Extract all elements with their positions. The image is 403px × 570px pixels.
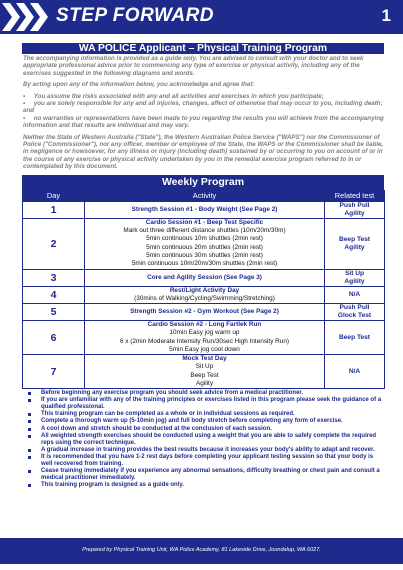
document-title: WA POLICE Applicant – Physical Training Program <box>22 43 384 54</box>
activity-line: Beep Test <box>190 371 219 379</box>
square-bullet-icon <box>28 413 31 416</box>
related-test-cell <box>325 286 385 303</box>
acknowledgement-list <box>23 93 384 130</box>
note-text: This training program is designed as a guide only. <box>41 482 184 489</box>
day-cell: 5 <box>23 304 85 321</box>
activity-line: 5min Easy jog cool down <box>169 345 240 353</box>
related-test: Glock Test <box>337 312 372 320</box>
square-bullet-icon <box>28 420 31 423</box>
related-test: Sit Up <box>344 269 365 277</box>
day-cell: 2 <box>23 218 85 269</box>
activity-line: 5min continuous 20m shuttles (2min rest) <box>146 243 263 251</box>
acknowledgement-item <box>23 93 384 100</box>
activity-line: 5min continuous 10m/20m/30m shuttles (2min rest) <box>131 260 278 268</box>
related-test: N/A <box>348 290 361 298</box>
activity-line: Mark out three different distance shuttles (10m/20m/30m) <box>123 227 286 235</box>
activity-title: Rest/Light Activity Day <box>169 286 240 294</box>
column-header-related-test: Related test <box>325 190 385 201</box>
acknowledgement-text: no warranties or representations have been made to you regarding the results you will achieve from the accompanying information and that results are individual and may vary. <box>23 114 384 130</box>
activity-line: (30mins of Walking/Cycling/Swimming/Stretching) <box>134 294 275 302</box>
note-item <box>22 454 384 468</box>
document-body <box>22 43 384 489</box>
day-cell: 3 <box>23 269 85 286</box>
header-title: STEP FORWARD <box>56 5 215 26</box>
activity-line: 6 x (2min Moderate Intensity Run/30sec High Intensity Run) <box>119 337 290 345</box>
disclaimer <box>22 54 384 171</box>
activity-cell <box>85 201 325 218</box>
note-text: This training program can be completed as a whole or in individual sessions as required. <box>41 411 295 418</box>
related-test: Push Pull <box>339 201 370 209</box>
note-item <box>22 418 384 425</box>
note-item <box>22 433 384 447</box>
related-test-cell <box>325 321 385 355</box>
note-item <box>22 482 384 489</box>
related-test-cell <box>325 269 385 286</box>
table-row <box>23 304 385 321</box>
activity-title: Strength Session #2 - Gym Workout (See Page 2) <box>130 307 279 315</box>
activity-title: Mock Test Day <box>182 355 227 363</box>
footer-text: Prepared by Physical Training Unit, WA Police Academy, 81 Lakeside Drive, Joondalup, WA 6027. <box>82 547 321 553</box>
square-bullet-icon <box>28 470 31 473</box>
acknowledgement-text: you are solely responsible for any and all injuries, changes, affect of otherwise that may occur to you, including death; and <box>23 100 383 115</box>
bullet-icon: • <box>23 100 34 108</box>
note-item <box>22 411 384 418</box>
activity-line: 5min continuous 10m shuttles (2min rest) <box>146 235 263 243</box>
activity-line: Agility <box>195 379 214 387</box>
note-text: It is recommended that you have 1-2 rest days before completing your applicant testing session so that your body is well recovered from training. <box>41 453 374 468</box>
table-row <box>23 321 385 355</box>
related-test: Beep Test <box>338 333 371 341</box>
activity-cell <box>85 304 325 321</box>
note-text: Cease training immediately if you experience any abnormal sensations, difficulty breathing or chest pain and consult a medical practitioner immediately. <box>41 468 380 482</box>
header-banner <box>0 0 403 34</box>
disclaimer-acknowledge: By acting upon any of the information below, you acknowledge and agree that: <box>23 81 255 89</box>
note-item <box>22 397 384 411</box>
related-test: Push Pull <box>339 304 370 312</box>
related-test-cell <box>325 201 385 218</box>
related-test: Beep Test <box>338 235 371 243</box>
note-text: All weighted strength exercises should be conducted using a weight that you are able to safely complete the required reps using the correct technique. <box>41 432 377 446</box>
column-header-day: Day <box>23 190 85 201</box>
square-bullet-icon <box>28 449 31 452</box>
column-header-activity: Activity <box>85 190 325 201</box>
square-bullet-icon <box>28 484 31 487</box>
note-text: Before beginning any exercise program you should seek advice from a medical practitioner. <box>41 390 304 397</box>
related-test-cell <box>325 355 385 389</box>
note-text: A gradual increase in training provides the best results because it increases your body's ability to adapt and recover. <box>41 446 375 453</box>
table-row <box>23 218 385 269</box>
table-row <box>23 269 385 286</box>
activity-line: Sit Up <box>195 363 214 371</box>
bullet-icon: • <box>23 114 34 122</box>
activity-line: 5min continuous 30m shuttles (2min rest) <box>146 251 263 259</box>
acknowledgement-text: You assume the risks associated with any and all activities and exercises in which you participate; <box>33 92 324 100</box>
square-bullet-icon <box>28 435 31 438</box>
activity-cell <box>85 269 325 286</box>
related-test: Agility <box>344 277 365 285</box>
footer-banner <box>0 538 403 564</box>
table-row <box>23 201 385 218</box>
related-test: N/A <box>348 367 361 375</box>
related-test: Agility <box>344 243 365 251</box>
table-row <box>23 355 385 389</box>
activity-title: Core and Agility Session (See Page 3) <box>147 273 262 281</box>
disclaimer-liability: Neither the State of Western Australia ("State"), the Western Australian Police Service ("WAPS") nor the Commissioner of Police ("Commissioner"), nor any officer, member or employee of the State, the WAPS or the Commissioner shall be liable, in negligence or howsoever, for any illness or injury (including death) sustained by or occurring to you on account of or in the course of any exercise or physical activity undertaken by you in the remedial exercise program referred to in or contemplated by this document. <box>23 133 384 171</box>
note-item <box>22 426 384 433</box>
note-item <box>22 390 384 397</box>
acknowledgement-item <box>23 100 384 115</box>
disclaimer-intro: The accompanying information is provided as a guide only. You are advised to consult with your doctor and to seek appropriate professional advice prior to commencing any type of exercise or physical activity, including any of the exercises suggested in the following diagrams and words. <box>23 55 364 77</box>
activity-cell <box>85 218 325 269</box>
activity-title: Strength Session #1 - Body Weight (See Page 2) <box>131 205 278 213</box>
related-test: Agility <box>344 209 365 217</box>
note-item <box>22 468 384 482</box>
bullet-icon: • <box>23 92 34 100</box>
table-row <box>23 286 385 303</box>
note-text: A cool down and stretch should be conducted at the conclusion of each session. <box>41 425 272 432</box>
table-header-row <box>23 190 385 201</box>
day-cell: 7 <box>23 355 85 389</box>
day-cell: 1 <box>23 201 85 218</box>
related-test-cell <box>325 218 385 269</box>
page-number: 1 <box>381 6 391 25</box>
chevron-arrows-icon <box>0 0 60 34</box>
activity-title: Cardio Session #1 - Beep Test Specific <box>145 219 264 227</box>
acknowledgement-item <box>23 115 384 130</box>
activity-line: 10min Easy jog warm up <box>169 329 240 337</box>
training-notes <box>22 390 384 489</box>
note-item <box>22 447 384 454</box>
activity-cell <box>85 321 325 355</box>
note-text: If you are unfamiliar with any of the training principles or exercises listed in this program please seek the guidance of a qualified professional. <box>41 397 382 411</box>
activity-title: Cardio Session #2 - Long Fartlek Run <box>147 321 262 329</box>
activity-cell <box>85 286 325 303</box>
square-bullet-icon <box>28 399 31 402</box>
square-bullet-icon <box>28 456 31 459</box>
related-test-cell <box>325 304 385 321</box>
activity-cell <box>85 355 325 389</box>
day-cell: 4 <box>23 286 85 303</box>
weekly-program-title: Weekly Program <box>22 175 384 190</box>
square-bullet-icon <box>28 392 31 395</box>
square-bullet-icon <box>28 428 31 431</box>
day-cell: 6 <box>23 321 85 355</box>
weekly-program-table <box>22 190 385 389</box>
note-text: Complete a thorough warm up (5-10min jog) and full body stretch before completing any form of exercise. <box>41 418 343 425</box>
